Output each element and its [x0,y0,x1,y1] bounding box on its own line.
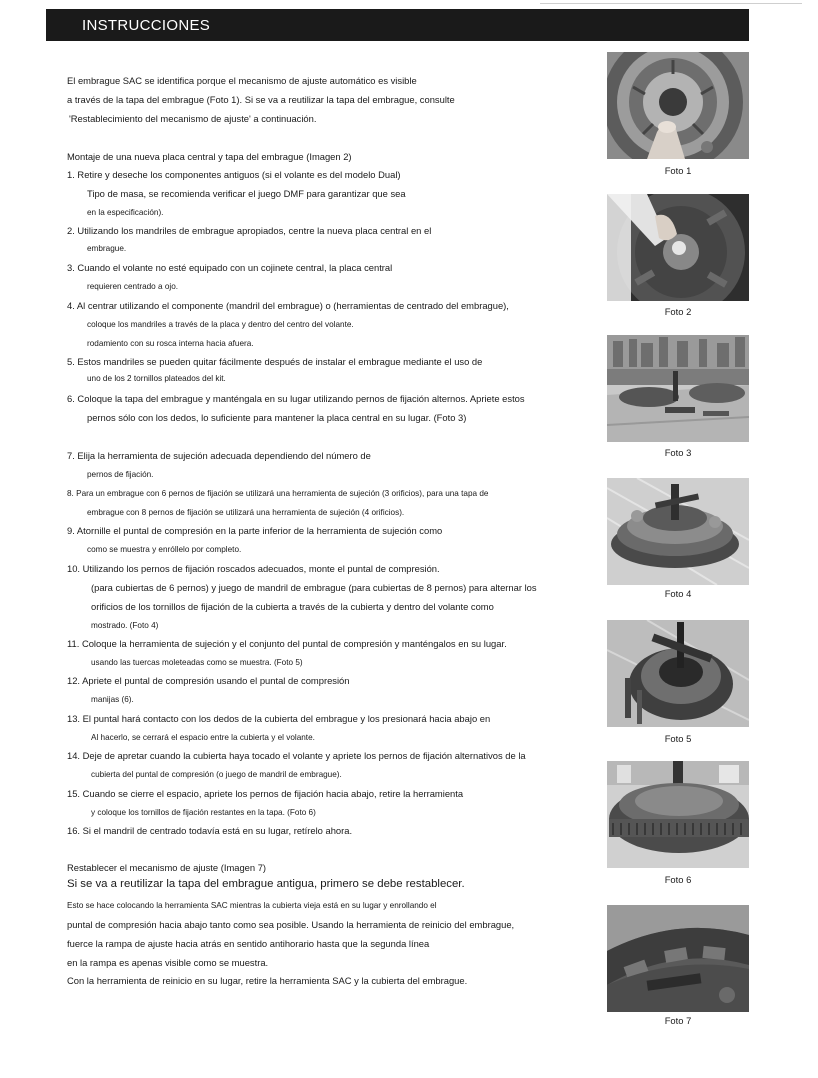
text-line: 10. Utilizando los pernos de fijación roscados adecuados, monte el puntal de compresión. [67,563,440,574]
text-line: 8. Para un embrague con 6 pernos de fijación se utilizará una herramienta de sujeción (3 orificios), para una tapa de [67,489,489,498]
photo-2-caption: Foto 2 [664,306,692,317]
text-line: fuerce la rampa de ajuste hacia atrás en sentido antihorario hasta que la segunda línea [67,938,430,949]
text-line: 7. Elija la herramienta de sujeción adecuada dependiendo del número de [67,450,371,461]
text-line: Si se va a reutilizar la tapa del embrague antigua, primero se debe restablecer. [67,878,465,890]
text-line: 5. Estos mandriles se pueden quitar fácilmente después de instalar el embrague mediante el uso de [67,356,483,367]
text-line: requieren centrado a ojo. [87,282,179,291]
page-header [46,9,749,41]
text-line: 'Restablecimiento del mecanismo de ajuste' a continuación. [69,113,317,124]
text-line: 13. El puntal hará contacto con los dedos de la cubierta del embrague y los presionará hacia abajo en [67,713,491,724]
text-line: y coloque los tornillos de fijación restantes en la tapa. (Foto 6) [91,808,316,817]
page-title: INSTRUCCIONES [82,17,211,34]
text-line: embrague con 8 pernos de fijación se utilizará una herramienta de sujeción (4 orificios). [87,508,405,517]
photo-5-holding-tool [607,620,749,727]
text-line: Al hacerlo, se cerrará el espacio entre la cubierta y el volante. [91,733,315,742]
text-line: 15. Cuando se cierre el espacio, apriete los pernos de fijación hacia abajo, retire la herramienta [67,788,464,799]
photo-5-caption: Foto 5 [664,733,692,744]
photo-3-caption: Foto 3 [664,447,692,458]
text-line: (para cubiertas de 6 pernos) y juego de mandril de embrague (para cubiertas de 8 pernos) para alternar los [91,582,537,593]
text-line: coloque los mandriles a través de la placa y dentro del centro del volante. [87,320,354,329]
text-line: orificios de los tornillos de fijación de la cubierta a través de la cubierta y dentro del volante como [91,601,494,612]
text-line: 9. Atornille el puntal de compresión en la parte inferior de la herramienta de sujeción como [67,525,443,536]
text-line: 1. Retire y deseche los componentes antiguos (si el volante es del modelo Dual) [67,169,401,180]
text-line: rodamiento con su rosca interna hacia afuera. [87,339,254,348]
text-line: embrague. [87,244,127,253]
text-line: puntal de compresión hacia abajo tanto como sea posible. Usando la herramienta de reinicio del embrague, [67,919,515,930]
text-line: usando las tuercas moleteadas como se muestra. (Foto 5) [91,658,303,667]
text-line: El embrague SAC se identifica porque el mecanismo de ajuste automático es visible [67,75,417,86]
text-line: Tipo de masa, se recomienda verificar el juego DMF para garantizar que sea [87,188,406,199]
text-line: a través de la tapa del embrague (Foto 1). Si se va a reutilizar la tapa del embrague, consulte [67,94,455,105]
photo-3-workshop-bench [607,335,749,442]
section-heading: Restablecer el mecanismo de ajuste (Imagen 7) [67,862,267,873]
text-line: manijas (6). [91,695,134,704]
text-line: pernos sólo con los dedos, lo suficiente para mantener la placa central en su lugar. (Foto 3) [87,412,467,423]
text-line: 3. Cuando el volante no esté equipado con un cojinete central, la placa central [67,262,393,273]
text-line: cubierta del puntal de compresión (o juego de mandril de embrague). [91,770,342,779]
text-line: mostrado. (Foto 4) [91,621,159,630]
top-rule [540,3,802,4]
photo-4-caption: Foto 4 [664,588,692,599]
text-line: 4. Al centrar utilizando el componente (mandril del embrague) o (herramientas de centrado del embrague), [67,300,509,311]
text-line: 12. Apriete el puntal de compresión usando el puntal de compresión [67,675,350,686]
text-line: Esto se hace colocando la herramienta SAC mientras la cubierta vieja está en su lugar y enrollando el [67,901,437,910]
photo-7-caption: Foto 7 [664,1015,692,1026]
text-line: 16. Si el mandril de centrado todavía está en su lugar, retírelo ahora. [67,825,353,836]
photo-1-caption: Foto 1 [664,165,692,176]
text-line: en la rampa es apenas visible como se muestra. [67,957,269,968]
section-heading: Montaje de una nueva placa central y tapa del embrague (Imagen 2) [67,151,352,162]
photo-1-clutch-cover [607,52,749,159]
text-line: Con la herramienta de reinicio en su lugar, retire la herramienta SAC y la cubierta del embrague. [67,975,468,986]
text-line: 11. Coloque la herramienta de sujeción y el conjunto del puntal de compresión y manténgalos en su lugar. [67,638,507,649]
text-line: 14. Deje de apretar cuando la cubierta haya tocado el volante y apriete los pernos de fijación alternativos de la [67,750,526,761]
text-line: como se muestra y enróllelo por completo. [87,545,242,554]
text-line: en la especificación). [87,208,164,217]
text-line: uno de los 2 tornillos plateados del kit. [87,374,226,383]
photo-6-flywheel-assembly [607,761,749,868]
photo-4-compression-strut [607,478,749,585]
text-line: 2. Utilizando los mandriles de embrague apropiados, centre la nueva placa central en el [67,225,432,236]
photo-6-caption: Foto 6 [664,874,692,885]
photo-2-centering-mandrel [607,194,749,301]
text-line: pernos de fijación. [87,470,154,479]
text-line: 6. Coloque la tapa del embrague y manténgala en su lugar utilizando pernos de fijación alternos. Apriete estos [67,393,525,404]
photo-7-adjuster-reset [607,905,749,1012]
